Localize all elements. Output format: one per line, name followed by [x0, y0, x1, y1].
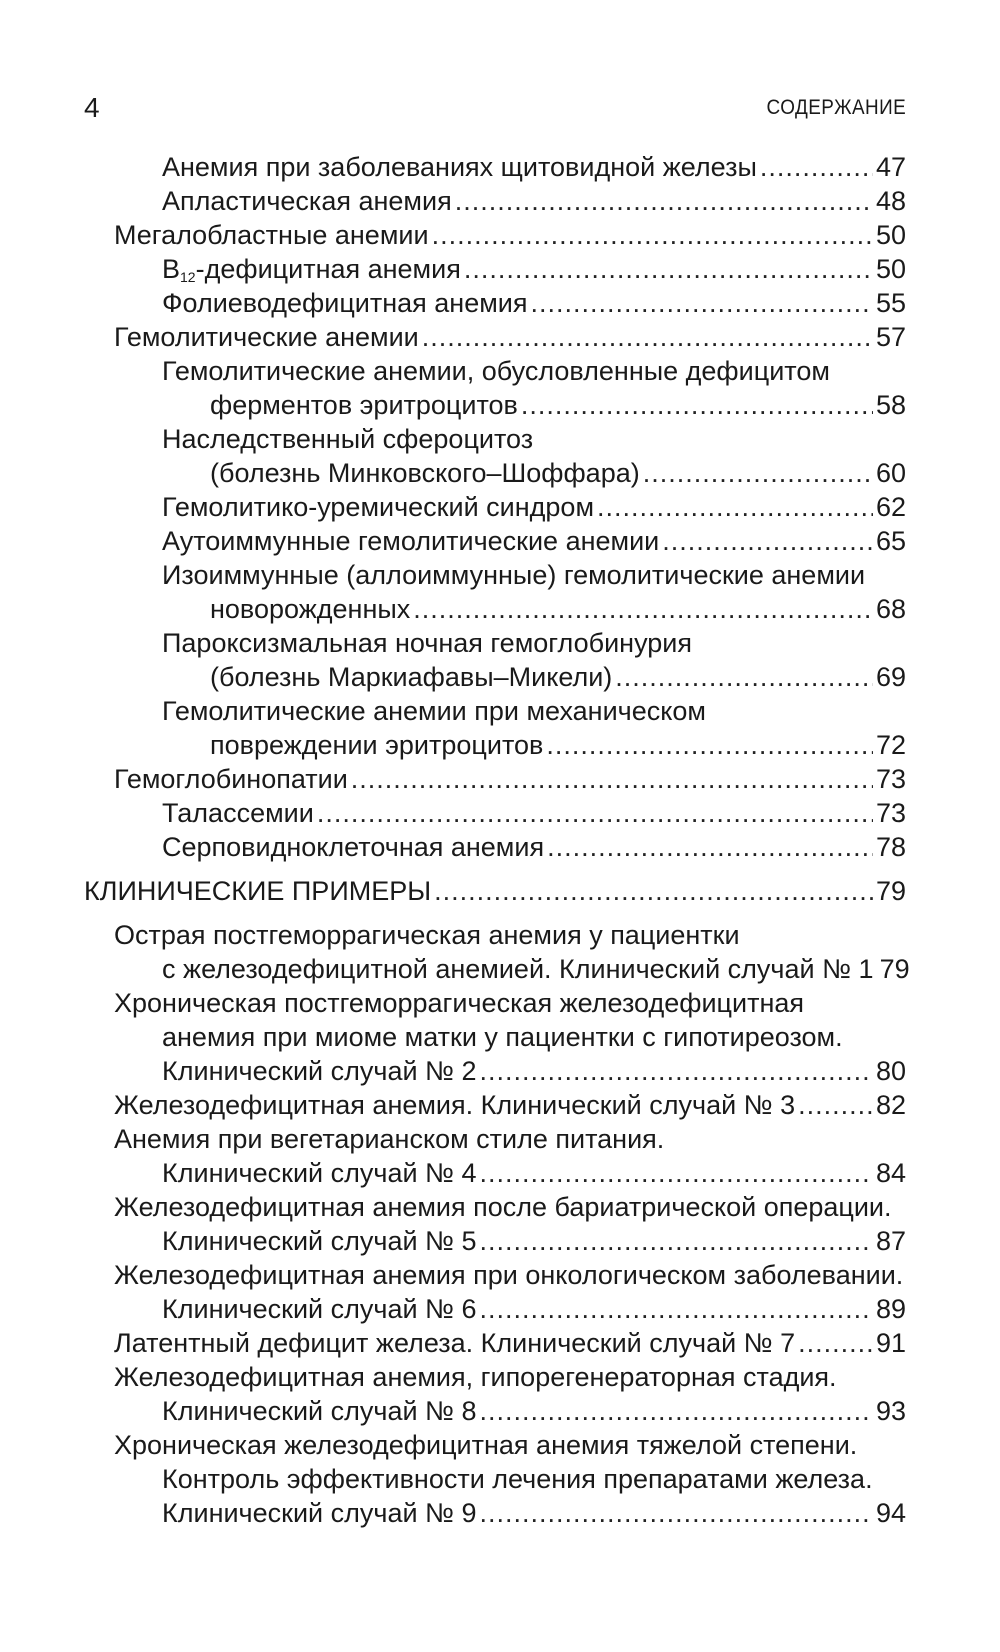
toc-entry-title: Мегалобластные анемии [114, 220, 429, 250]
toc-entry-title: Железодефицитная анемия при онкологическом заболевании. [114, 1260, 904, 1290]
dot-leader [521, 388, 873, 422]
toc-entry[interactable] [84, 558, 906, 626]
dot-leader [455, 184, 873, 218]
toc-entry-title: Изоиммунные (аллоиммунные) гемолитические анемии [162, 560, 866, 590]
toc-entry-title: Гемолитические анемии [114, 322, 419, 352]
toc-entry-title: Анемия при вегетарианском стиле питания. [114, 1124, 665, 1154]
toc-page-number: 55 [875, 288, 906, 318]
toc-entry-title: ферментов эритроцитов [210, 390, 518, 420]
toc-entry-title: Пароксизмальная ночная гемоглобинурия [162, 628, 692, 658]
toc-entry-title: Железодефицитная анемия. Клинический случай № 3 [114, 1090, 796, 1120]
toc-entry-title: КЛИНИЧЕСКИЕ ПРИМЕРЫ [84, 876, 432, 906]
toc-page-number: 73 [875, 764, 906, 794]
dot-leader [798, 1088, 873, 1122]
dot-leader [760, 150, 873, 184]
dot-leader [480, 1292, 873, 1326]
dot-leader [546, 728, 873, 762]
toc-entry-title: Клинический случай № 2 [162, 1056, 477, 1086]
dot-leader [434, 874, 873, 908]
toc-entry[interactable] [84, 1122, 906, 1190]
toc-entry-title: новорожденных [210, 594, 411, 624]
toc-entry-title: Клинический случай № 6 [162, 1294, 477, 1324]
toc-page-number: 84 [875, 1158, 906, 1188]
toc-page-number: 69 [875, 662, 906, 692]
toc-entry-title: Талассемии [162, 798, 314, 828]
toc-entry[interactable] [84, 354, 906, 422]
toc-entry[interactable] [84, 796, 906, 830]
toc-entry-title: (болезнь Минковского–Шоффара) [210, 458, 640, 488]
dot-leader [480, 1394, 873, 1428]
toc-entry[interactable] [84, 1360, 906, 1428]
toc-page-number: 50 [875, 254, 906, 284]
toc-page-number: 93 [875, 1396, 906, 1426]
toc-entry[interactable] [84, 1088, 906, 1122]
toc-entry-title: Клинический случай № 8 [162, 1396, 477, 1426]
toc-entry-subscript: 12 [180, 269, 196, 285]
toc-entry-title: $B_{12}$-дефицитная анемия [162, 254, 461, 285]
dot-leader [351, 762, 873, 796]
toc-entry[interactable] [84, 422, 906, 490]
running-head: СОДЕРЖАНИЕ [766, 96, 906, 119]
toc-entry-prefix: B [162, 254, 181, 284]
dot-leader [547, 830, 873, 864]
toc-page-number: 47 [875, 152, 906, 182]
page-number: 4 [84, 92, 100, 123]
toc-entry[interactable] [84, 320, 906, 354]
toc-entry[interactable] [84, 986, 906, 1088]
toc-entry[interactable] [84, 830, 906, 864]
dot-leader [480, 1156, 873, 1190]
toc-page-number: 80 [875, 1056, 906, 1086]
toc-entry[interactable] [84, 218, 906, 252]
toc-page-number: 48 [875, 186, 906, 216]
toc-page-number: 72 [875, 730, 906, 760]
toc-page-number: 82 [875, 1090, 906, 1120]
toc-page-number: 65 [875, 526, 906, 556]
toc-entry-title: Контроль эффективности лечения препаратами железа. [162, 1464, 873, 1494]
toc-entry-title: анемия при миоме матки у пациентки с гипотиреозом. [162, 1022, 843, 1052]
toc-page-number: 58 [875, 390, 906, 420]
dot-leader [413, 592, 873, 626]
toc-entry[interactable] [84, 286, 906, 320]
toc-entry[interactable] [84, 252, 906, 286]
toc-entry-title: Острая постгеморрагическая анемия у пациентки [114, 920, 740, 950]
toc-page-number: 60 [875, 458, 906, 488]
toc-entry-title: Железодефицитная анемия после бариатрической операции. [114, 1192, 892, 1222]
dot-leader [597, 490, 873, 524]
toc-page-number: 78 [875, 832, 906, 862]
toc-page-number: 68 [875, 594, 906, 624]
toc-entry-title: Гемоглобинопатии [114, 764, 348, 794]
toc-entry-title: Аутоиммунные гемолитические анемии [162, 526, 660, 556]
dot-leader [422, 320, 873, 354]
dot-leader [317, 796, 873, 830]
toc-page-number: 94 [875, 1498, 906, 1528]
toc-entry[interactable] [84, 1258, 906, 1326]
toc-entry-title: Апластическая анемия [162, 186, 452, 216]
toc-entry[interactable] [84, 1428, 906, 1530]
dot-leader [798, 1326, 873, 1360]
toc-entry-title: Наследственный сфероцитоз [162, 424, 534, 454]
toc-entry[interactable] [84, 524, 906, 558]
toc-page-number: 57 [875, 322, 906, 352]
toc-entry-title: Фолиеводефицитная анемия [162, 288, 528, 318]
toc-page-number: 87 [875, 1226, 906, 1256]
toc-entry[interactable] [84, 694, 906, 762]
toc-page-number: 89 [875, 1294, 906, 1324]
toc-entry[interactable] [84, 1326, 906, 1360]
toc-entry-title: Клинический случай № 9 [162, 1498, 477, 1528]
toc-entry-title: Серповидноклеточная анемия [162, 832, 545, 862]
toc-entry[interactable] [84, 150, 906, 184]
toc-page-number: 79 [879, 954, 910, 984]
toc-entry-title: с железодефицитной анемией. Клинический случай № 1 [162, 954, 874, 984]
toc-entry-title: Клинический случай № 4 [162, 1158, 477, 1188]
toc-entry[interactable] [84, 184, 906, 218]
dot-leader [531, 286, 873, 320]
toc-page-number: 91 [875, 1328, 906, 1358]
dot-leader [432, 218, 873, 252]
dot-leader [464, 252, 873, 286]
toc-entry-title: Гемолитические анемии при механическом [162, 696, 706, 726]
toc-entry[interactable] [84, 490, 906, 524]
toc-entry-title: Анемия при заболеваниях щитовидной железы [162, 152, 757, 182]
dot-leader [480, 1224, 873, 1258]
toc-entry-title: (болезнь Маркиафавы–Микели) [210, 662, 613, 692]
table-of-contents [84, 150, 910, 1530]
toc-entry-title: Железодефицитная анемия, гипорегенераторная стадия. [114, 1362, 837, 1392]
toc-entry[interactable] [84, 626, 906, 694]
dot-leader [615, 660, 873, 694]
dot-leader [480, 1496, 873, 1530]
dot-leader [662, 524, 873, 558]
toc-entry-title: Латентный дефицит железа. Клинический случай № 7 [114, 1328, 796, 1358]
toc-page-number: 62 [875, 492, 906, 522]
toc-entry-title: Гемолитико-уремический синдром [162, 492, 594, 522]
toc-entry[interactable] [84, 1190, 906, 1258]
toc-entry[interactable] [84, 874, 906, 908]
dot-leader [643, 456, 873, 490]
toc-entry-title: Хроническая железодефицитная анемия тяжелой степени. [114, 1430, 858, 1460]
toc-entry-title: Клинический случай № 5 [162, 1226, 477, 1256]
dot-leader [480, 1054, 873, 1088]
toc-page-number: 73 [875, 798, 906, 828]
toc-entry-title: Гемолитические анемии, обусловленные дефицитом [162, 356, 830, 386]
toc-entry[interactable] [84, 762, 906, 796]
toc-entry-title: повреждении эритроцитов [210, 730, 544, 760]
toc-entry[interactable] [84, 918, 910, 986]
toc-page-number: 50 [875, 220, 906, 250]
toc-entry-title: Хроническая постгеморрагическая железодефицитная [114, 988, 805, 1018]
toc-page-number: 79 [875, 876, 906, 906]
